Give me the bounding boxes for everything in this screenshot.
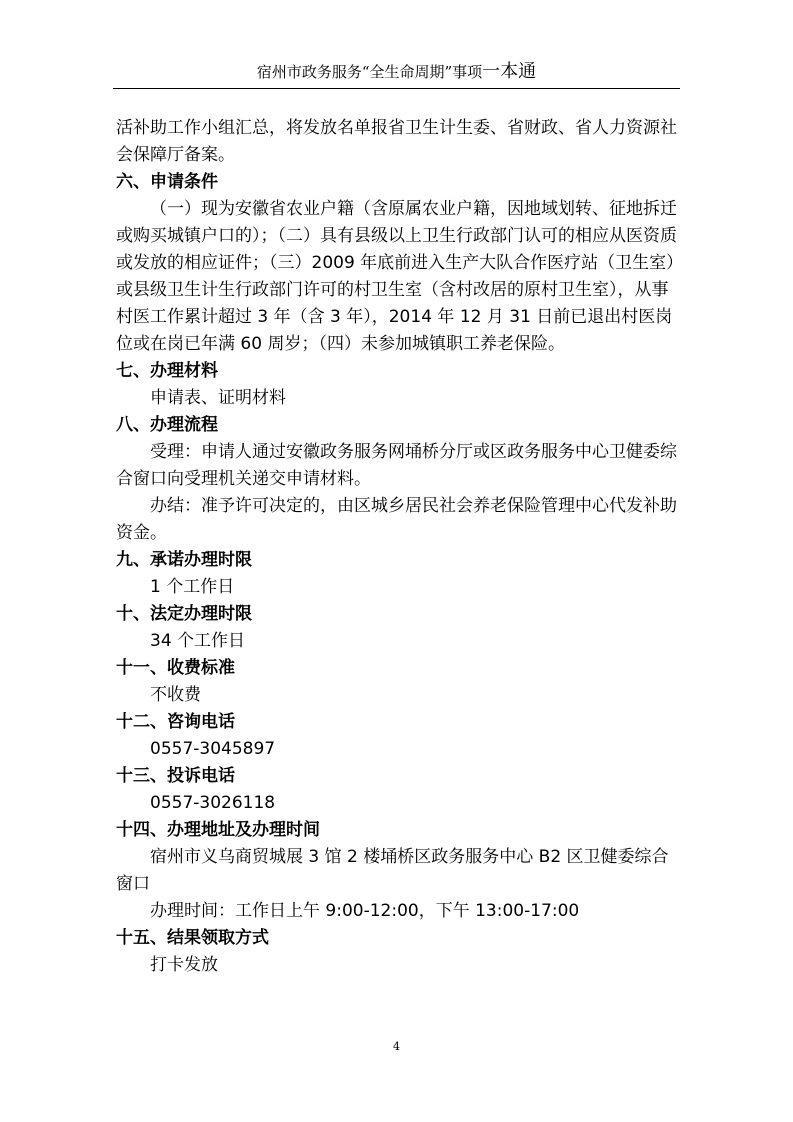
promised-time-text: 1 个工作日: [150, 577, 235, 597]
section-heading-inquiry-phone: 十二、咨询电话: [116, 712, 235, 732]
section-heading-legal-time: 十、法定办理时限: [116, 604, 252, 624]
section-heading-application-conditions: 六、申请条件: [116, 172, 218, 192]
document-body: [116, 115, 682, 979]
materials-text: 申请表、证明材料: [150, 388, 286, 408]
inquiry-phone-text: 0557-3045897: [150, 739, 276, 759]
section-heading-fees: 十一、收费标准: [116, 658, 235, 678]
result-collection-text: 打卡发放: [150, 955, 218, 975]
header-title-emphasis: 一本通: [482, 61, 537, 82]
section-heading-result-collection: 十五、结果领取方式: [116, 928, 269, 948]
section-heading-address-hours: 十四、办理地址及办理时间: [116, 820, 320, 840]
application-conditions-text: （一）现为安徽省农业户籍（含原属农业户籍，因地域划转、征地拆迁或购买城镇户口的）；（二）具有县级以上卫生行政部门认可的相应从医资质或发放的相应证件；（三）2009 年底前进入生产大队合作医疗站（卫生室）或县级卫生计生行政部门许可的村卫生室（含村改居的原村卫生室），从事村医工作累计超过 3 年（含 3 年），2014 年 12 月 31 日前已退出村医岗位或在岗已年满 60 周岁；（四）未参加城镇职工养老保险。: [116, 199, 677, 354]
header-title: 宿州市政务服务“全生命周期”事项: [256, 63, 483, 81]
legal-time-text: 34 个工作日: [150, 631, 246, 651]
address-text: 宿州市义乌商贸城展 3 馆 2 楼埇桥区政务服务中心 B2 区卫健委综合窗口: [116, 847, 669, 894]
complaint-phone-text: 0557-3026118: [150, 793, 276, 813]
page-header: [113, 56, 680, 89]
section-heading-materials: 七、办理材料: [116, 361, 218, 381]
page-number: 4: [393, 1040, 400, 1053]
process-complete-text: 办结：准予许可决定的，由区城乡居民社会养老保险管理中心代发补助资金。: [116, 496, 677, 543]
fees-text: 不收费: [150, 685, 201, 705]
section-heading-complaint-phone: 十三、投诉电话: [116, 766, 235, 786]
section-heading-promised-time: 九、承诺办理时限: [116, 550, 252, 570]
process-accept-text: 受理：申请人通过安徽政务服务网埇桥分厅或区政务服务中心卫健委综合窗口向受理机关递交申请材料。: [116, 442, 677, 489]
section-heading-process: 八、办理流程: [116, 415, 218, 435]
intro-paragraph: 活补助工作小组汇总，将发放名单报省卫生计生委、省财政、省人力资源社会保障厅备案。: [116, 118, 677, 165]
hours-text: 办理时间：工作日上午 9:00-12:00，下午 13:00-17:00: [150, 901, 580, 921]
